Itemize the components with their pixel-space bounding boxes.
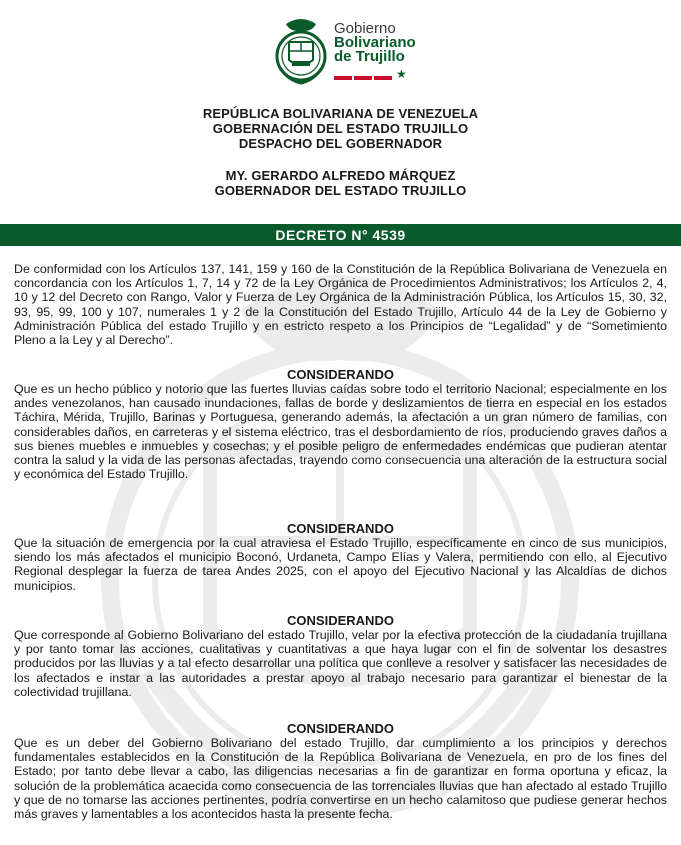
logo-flag-stripes — [334, 67, 414, 81]
government-logo — [268, 12, 428, 90]
logo-line-3: de Trujillo — [334, 48, 405, 65]
logo-line-2: Bolivariano — [334, 34, 416, 51]
considerando-paragraph: Que corresponde al Gobierno Bolivariano del estado Trujillo, velar por la efectiva protección de la ciudadanía trujillana y por tanto tomar las acciones, cualitativas y cuantitativas a que haya lugar con el fin de solventar los desastres producidos por las lluvias y a tal efecto desarrollar una política que conlleve a resolver y satisfacer las necesidades de los afectados e instar a las autoridades a prestar apoyo al trabajo necesario para garantizar el bienestar de la colectividad trujillana. — [14, 628, 667, 699]
header-line: GOBERNACIÓN DEL ESTADO TRUJILLO — [212, 121, 469, 136]
considerando-heading: CONSIDERANDO — [287, 613, 394, 628]
considerando-heading: CONSIDERANDO — [287, 367, 394, 382]
coat-of-arms-icon — [272, 14, 330, 86]
header-line: DESPACHO DEL GOBERNADOR — [238, 136, 443, 151]
logo-line-1: Gobierno — [334, 20, 396, 37]
institution-header — [0, 106, 681, 151]
preamble-paragraph: De conformidad con los Artículos 137, 141, 159 y 160 de la Constitución de la República Bolivariana de Venezuela en concordancia con los Artículos 1, 7, 14 y 72 de la Ley Orgánica de Procedimientos Administrativos; los Artículos 2, 4, 10 y 12 del Decreto con Rango, Valor y Fuerza de Ley Orgánica de la Administración Pública, los Artículos 15, 30, 32, 93, 95, 99, 100 y 107, numerales 1 y 2 de la Constitución del Estado Trujillo, Artículo 44 de la Ley de Gobierno y Administración Pública del estado Trujillo y en estricto respeto a los Principios de “Legalidad” y de “Sometimiento Pleno a la Ley y al Derecho”. — [14, 262, 667, 348]
logo-wordmark — [334, 22, 434, 64]
considerando-heading: CONSIDERANDO — [287, 721, 394, 736]
considerando-paragraph: Que es un hecho público y notorio que las fuertes lluvias caídas sobre todo el territorio Nacional; especialmente en los andes venezolanos, han causado inundaciones, fallas de borde y deslizamientos de tierra en especial en los estados Táchira, Mérida, Trujillo, Barinas y Portuguesa, generando además, la afectación a un gran número de familias, con considerables daños, en carreteras y el sistema eléctrico, tras el desbordamiento de ríos, produciendo graves daños a sus bienes muebles e inmuebles y cosechas; y el posible peligro de enfermedades endémicas que pudieran atentar contra la salud y la vida de las personas afectadas, trayendo como consecuencia una alteración de la estructura social y económica del Estado Trujillo. — [14, 382, 667, 482]
governor-name: MY. GERARDO ALFREDO MÁRQUEZ — [225, 168, 456, 183]
header-line: REPÚBLICA BOLIVARIANA DE VENEZUELA — [202, 106, 479, 121]
governor-header — [0, 168, 681, 198]
governor-title: GOBERNADOR DEL ESTADO TRUJILLO — [214, 183, 467, 198]
decree-title-bar: DECRETO N° 4539 — [0, 224, 681, 246]
considerando-paragraph: Que es un deber del Gobierno Bolivariano del estado Trujillo, dar cumplimiento a los principios y derechos fundamentales establecidos en la Constitución de la República Bolivariana de Venezuela, en pro de los fines del Estado; por tanto debe llevar a cabo, las diligencias necesarias a fin de garantizar en forma oportuna y eficaz, la solución de la problemática acaecida como consecuencia de las torrenciales lluvias que han afectado al estado Trujillo y que de no tomarse las acciones pertinentes, podría convertirse en un hecho calamitoso que pudiese generar hechos más graves y lamentables a los acontecidos hasta la presente fecha. — [14, 736, 667, 822]
star-icon: ★ — [396, 67, 407, 81]
considerando-paragraph: Que la situación de emergencia por la cual atraviesa el Estado Trujillo, específicamente en cinco de sus municipios, siendo los más afectados el municipio Boconó, Urdaneta, Campo Elías y Valera, permitiendo con ello, al Ejecutivo Regional desplegar la fuerza de tarea Andes 2025, con el apoyo del Ejecutivo Nacional y las Alcaldías de dichos municipios. — [14, 536, 667, 593]
considerando-heading: CONSIDERANDO — [287, 521, 394, 536]
